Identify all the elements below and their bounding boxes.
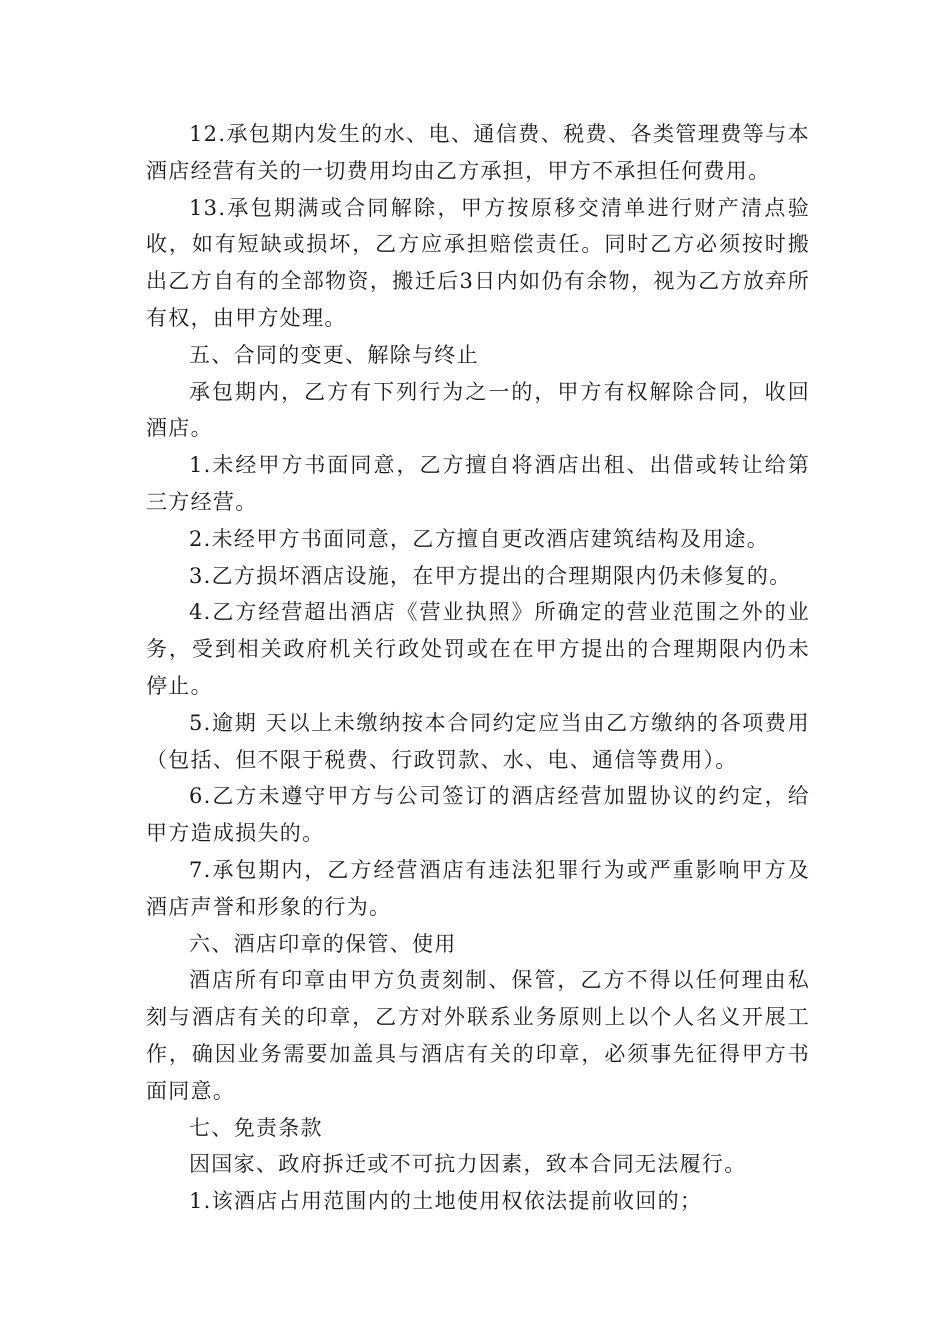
section-heading-7: 七、免责条款	[189, 1115, 323, 1140]
termination-item-4: 4.乙方经营超出酒店《营业执照》所确定的营业范围之外的业务，受到相关政府机关行政处罚或在在甲方提出的合理期限内仍未停止。	[146, 600, 810, 698]
clause-13: 13.承包期满或合同解除，甲方按原移交清单进行财产清点验收，如有短缺或损坏，乙方应承担赔偿责任。同时乙方必须按时搬出乙方自有的全部物资，搬迁后3日内如仍有余物，视为乙方放弃所有权，由甲方处理。	[146, 195, 810, 330]
exemption-intro: 因国家、政府拆迁或不可抗力因素，致本合同无法履行。	[189, 1152, 747, 1177]
termination-item-1: 1.未经甲方书面同意，乙方擅自将酒店出租、出借或转让给第三方经营。	[146, 453, 810, 514]
termination-item-3: 3.乙方损坏酒店设施，在甲方提出的合理期限内仍未修复的。	[189, 563, 792, 588]
termination-item-6: 6.乙方未遵守甲方与公司签订的酒店经营加盟协议的约定，给甲方造成损失的。	[146, 784, 810, 846]
section-heading-5: 五、合同的变更、解除与终止	[189, 342, 479, 367]
termination-item-2: 2.未经甲方书面同意，乙方擅自更改酒店建筑结构及用途。	[189, 526, 770, 551]
termination-item-5: 5.逾期 天以上未缴纳按本合同约定应当由乙方缴纳的各项费用（包括、但不限于税费、行政罚款、水、电、通信等费用）。	[146, 710, 810, 772]
section-heading-6: 六、酒店印章的保管、使用	[189, 931, 457, 956]
section-5-intro: 承包期内，乙方有下列行为之一的，甲方有权解除合同，收回酒店。	[146, 379, 810, 441]
clause-12: 12.承包期内发生的水、电、通信费、税费、各类管理费等与本酒店经营有关的一切费用均由乙方承担，甲方不承担任何费用。	[146, 122, 810, 183]
termination-item-7: 7.承包期内，乙方经营酒店有违法犯罪行为或严重影响甲方及酒店声誉和形象的行为。	[146, 857, 810, 919]
seal-management-text: 酒店所有印章由甲方负责刻制、保管，乙方不得以任何理由私刻与酒店有关的印章，乙方对外联系业务原则上以个人名义开展工作，确因业务需要加盖具与酒店有关的印章，必须事先征得甲方书面同意。	[146, 968, 810, 1103]
exemption-item-1: 1.该酒店占用范围内的土地使用权依法提前收回的；	[189, 1189, 703, 1214]
